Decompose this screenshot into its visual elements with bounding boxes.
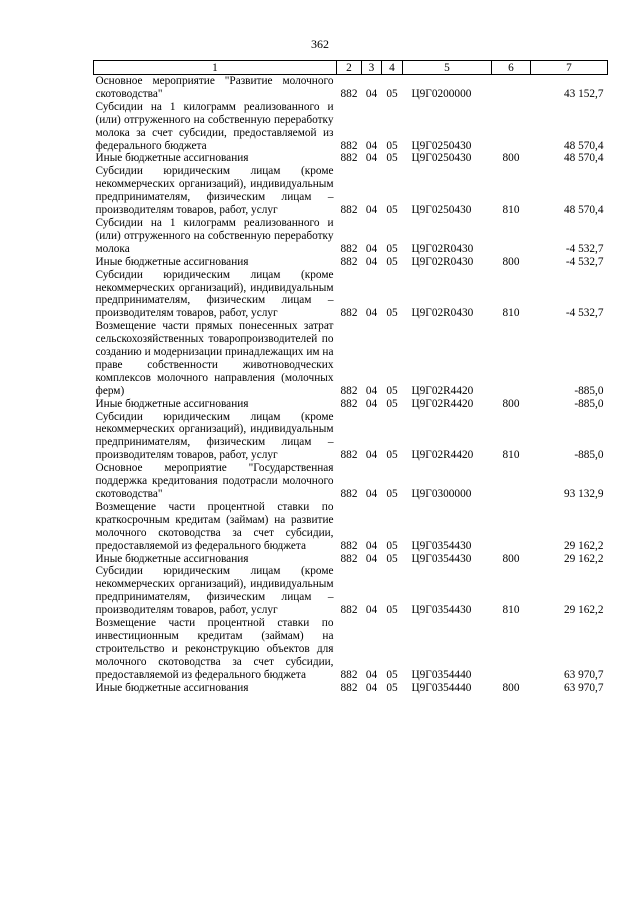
amount-cell: 29 162,2 — [563, 539, 604, 552]
table-row — [94, 682, 608, 695]
item-name-cell: Иные бюджетные ассигнования — [95, 152, 249, 165]
header-col-4: 4 — [382, 61, 403, 75]
table-row — [94, 617, 608, 682]
table-body — [94, 75, 608, 695]
header-col-6: 6 — [492, 61, 531, 75]
header-row — [94, 61, 608, 75]
section-code-cell: 04 — [365, 604, 378, 617]
target-article-code-cell: Ц9Г02R4420 — [411, 449, 474, 462]
ved-code-cell: 882 — [340, 397, 358, 410]
expense-type-code-cell: 810 — [502, 449, 520, 462]
target-article-code-cell: Ц9Г0354430 — [411, 552, 472, 565]
ved-code-cell: 882 — [340, 152, 358, 165]
expense-type-code-cell: 800 — [502, 681, 520, 694]
table-row — [94, 553, 608, 566]
table-row — [94, 75, 608, 101]
target-article-code-cell: Ц9Г0354430 — [411, 539, 472, 552]
target-article-code-cell: Ц9Г0354430 — [411, 604, 472, 617]
target-article-code-cell: Ц9Г0250430 — [411, 152, 472, 165]
expense-type-code-cell: 810 — [502, 204, 520, 217]
target-article-code-cell: Ц9Г02R4420 — [411, 384, 474, 397]
section-code-cell: 04 — [365, 488, 378, 500]
amount-cell: -4 532,7 — [565, 307, 604, 320]
item-name-cell: Иные бюджетные ассигнования — [95, 552, 249, 565]
table-row — [94, 398, 608, 411]
ved-code-cell: 882 — [340, 307, 358, 320]
header-col-1: 1 — [94, 61, 337, 75]
amount-cell: -4 532,7 — [565, 255, 604, 268]
table-row — [94, 269, 608, 321]
amount-cell: 43 152,7 — [563, 87, 604, 100]
target-article-code-cell: Ц9Г0354440 — [411, 681, 472, 694]
table-row — [94, 217, 608, 256]
table-row — [94, 320, 608, 397]
amount-cell: 29 162,2 — [563, 604, 604, 617]
amount-cell: 48 570,4 — [563, 204, 604, 217]
ved-code-cell: 882 — [340, 681, 358, 694]
item-name-cell: Иные бюджетные ассигнования — [95, 397, 249, 410]
table-row — [94, 101, 608, 153]
ved-code-cell: 882 — [340, 242, 358, 255]
subsection-code-cell: 05 — [386, 384, 398, 397]
ved-code-cell: 882 — [340, 488, 358, 500]
amount-cell: -885,0 — [574, 397, 604, 410]
item-name-cell: Иные бюджетные ассигнования — [95, 681, 249, 694]
table-row — [94, 462, 608, 501]
subsection-code-cell: 05 — [386, 204, 398, 217]
expense-type-code-cell: 800 — [502, 152, 520, 165]
page-number: 362 — [311, 37, 329, 51]
subsection-code-cell: 05 — [386, 255, 398, 268]
section-code-cell: 04 — [365, 139, 378, 152]
table-row — [94, 152, 608, 165]
subsection-code-cell: 05 — [386, 152, 398, 165]
section-code-cell: 04 — [365, 204, 378, 217]
section-code-cell: 04 — [365, 449, 378, 462]
target-article-code-cell: Ц9Г02R4420 — [411, 397, 474, 410]
item-name-cell: Основное мероприятие "Развитие молочного скотоводства" — [95, 75, 334, 100]
section-code-cell: 04 — [365, 681, 378, 694]
table-header — [94, 61, 608, 75]
amount-cell: 93 132,9 — [563, 488, 604, 500]
expense-type-code-cell: 810 — [502, 604, 520, 617]
target-article-code-cell: Ц9Г02R0430 — [411, 307, 474, 320]
target-article-code-cell: Ц9Г0300000 — [411, 488, 472, 500]
header-col-7: 7 — [531, 61, 608, 75]
ved-code-cell: 882 — [340, 539, 358, 552]
expense-type-code-cell — [492, 462, 531, 501]
amount-cell: -885,0 — [574, 384, 604, 397]
amount-cell: 29 162,2 — [563, 552, 604, 565]
expense-type-code-cell — [492, 617, 531, 682]
expense-type-code-cell: 800 — [502, 255, 520, 268]
ved-code-cell: 882 — [340, 604, 358, 617]
amount-cell: -885,0 — [574, 449, 604, 462]
header-col-2: 2 — [337, 61, 362, 75]
expense-type-code-cell — [492, 501, 531, 553]
item-name-cell: Возмещение части процентной ставки по краткосрочным кредитам (займам) на развитие молочного скотоводства за счет субсидии, предоставляемой из федерального бюджета — [95, 500, 334, 552]
expense-type-code-cell — [492, 320, 531, 397]
item-name-cell: Иные бюджетные ассигнования — [95, 255, 249, 268]
item-name-cell: Субсидии юридическим лицам (кроме некоммерческих организаций), индивидуальным предпринимателям, физическим лицам – производителям товаров, работ, услуг — [95, 165, 334, 217]
ved-code-cell: 882 — [340, 384, 358, 397]
amount-cell: 48 570,4 — [563, 139, 604, 152]
subsection-code-cell: 05 — [386, 668, 398, 681]
subsection-code-cell: 05 — [386, 539, 398, 552]
subsection-code-cell: 05 — [386, 242, 398, 255]
table-row — [94, 256, 608, 269]
ved-code-cell: 882 — [340, 139, 358, 152]
target-article-code-cell: Ц9Г02R0430 — [411, 255, 474, 268]
section-code-cell: 04 — [365, 255, 378, 268]
item-name-cell: Субсидии юридическим лицам (кроме некоммерческих организаций), индивидуальным предпринимателям, физическим лицам – производителям товаров, работ, услуг — [95, 565, 334, 617]
ved-code-cell: 882 — [340, 255, 358, 268]
expense-type-code-cell: 800 — [502, 397, 520, 410]
section-code-cell: 04 — [365, 397, 378, 410]
amount-cell: 63 970,7 — [563, 668, 604, 681]
amount-cell: 48 570,4 — [563, 152, 604, 165]
item-name-cell: Субсидии на 1 килограмм реализованного и (или) отгруженного на собственную переработку молока за счет субсидии, предоставляемой из федерального бюджета — [95, 100, 334, 152]
table-row — [94, 411, 608, 463]
subsection-code-cell: 05 — [386, 552, 398, 565]
target-article-code-cell: Ц9Г0354440 — [411, 668, 472, 681]
section-code-cell: 04 — [365, 668, 378, 681]
target-article-code-cell: Ц9Г0200000 — [411, 87, 472, 100]
target-article-code-cell: Ц9Г02R0430 — [411, 242, 474, 255]
subsection-code-cell: 05 — [386, 307, 398, 320]
expense-type-code-cell — [492, 75, 531, 101]
amount-cell: 63 970,7 — [563, 681, 604, 694]
ved-code-cell: 882 — [340, 204, 358, 217]
amount-cell: -4 532,7 — [565, 242, 604, 255]
item-name-cell: Субсидии юридическим лицам (кроме некоммерческих организаций), индивидуальным предпринимателям, физическим лицам – производителям товаров, работ, услуг — [95, 268, 334, 320]
header-col-3: 3 — [362, 61, 382, 75]
expense-type-code-cell — [492, 217, 531, 256]
subsection-code-cell: 05 — [386, 604, 398, 617]
subsection-code-cell: 05 — [386, 449, 398, 462]
target-article-code-cell: Ц9Г0250430 — [411, 139, 472, 152]
subsection-code-cell: 05 — [386, 681, 398, 694]
item-name-cell: Возмещение части процентной ставки по инвестиционным кредитам (займам) на строительство и реконструкцию объектов для молочного скотоводства за счет субсидии, предоставляемой из федерального бюджета — [95, 617, 334, 681]
section-code-cell: 04 — [365, 552, 378, 565]
ved-code-cell: 882 — [340, 449, 358, 462]
header-col-5: 5 — [403, 61, 492, 75]
subsection-code-cell: 05 — [386, 139, 398, 152]
subsection-code-cell: 05 — [386, 488, 398, 500]
table-row — [94, 501, 608, 553]
expense-type-code-cell: 800 — [502, 552, 520, 565]
expense-type-code-cell: 810 — [502, 307, 520, 320]
item-name-cell: Возмещение части прямых понесенных затрат сельскохозяйственных товаропроизводителей по созданию и модернизации принадлежащих им на праве собственности животноводческих комплексов молочного направления (молочных ферм) — [95, 320, 334, 397]
item-name-cell: Субсидии на 1 килограмм реализованного и (или) отгруженного на собственную переработку молока — [95, 216, 334, 255]
section-code-cell: 04 — [365, 307, 378, 320]
subsection-code-cell: 05 — [386, 397, 398, 410]
table-row — [94, 165, 608, 217]
item-name-cell: Субсидии юридическим лицам (кроме некоммерческих организаций), индивидуальным предпринимателям, физическим лицам – производителям товаров, работ, услуг — [95, 410, 334, 462]
ved-code-cell: 882 — [340, 87, 358, 100]
ved-code-cell: 882 — [340, 552, 358, 565]
budget-table — [93, 60, 608, 695]
ved-code-cell: 882 — [340, 668, 358, 681]
section-code-cell: 04 — [365, 384, 378, 397]
table-row — [94, 565, 608, 617]
section-code-cell: 04 — [365, 539, 378, 552]
item-name-cell: Основное мероприятие "Государственная поддержка кредитования подотрасли молочного скотоводства" — [95, 462, 334, 500]
subsection-code-cell: 05 — [386, 87, 398, 100]
section-code-cell: 04 — [365, 152, 378, 165]
expense-type-code-cell — [492, 101, 531, 153]
target-article-code-cell: Ц9Г0250430 — [411, 204, 472, 217]
section-code-cell: 04 — [365, 242, 378, 255]
section-code-cell: 04 — [365, 87, 378, 100]
